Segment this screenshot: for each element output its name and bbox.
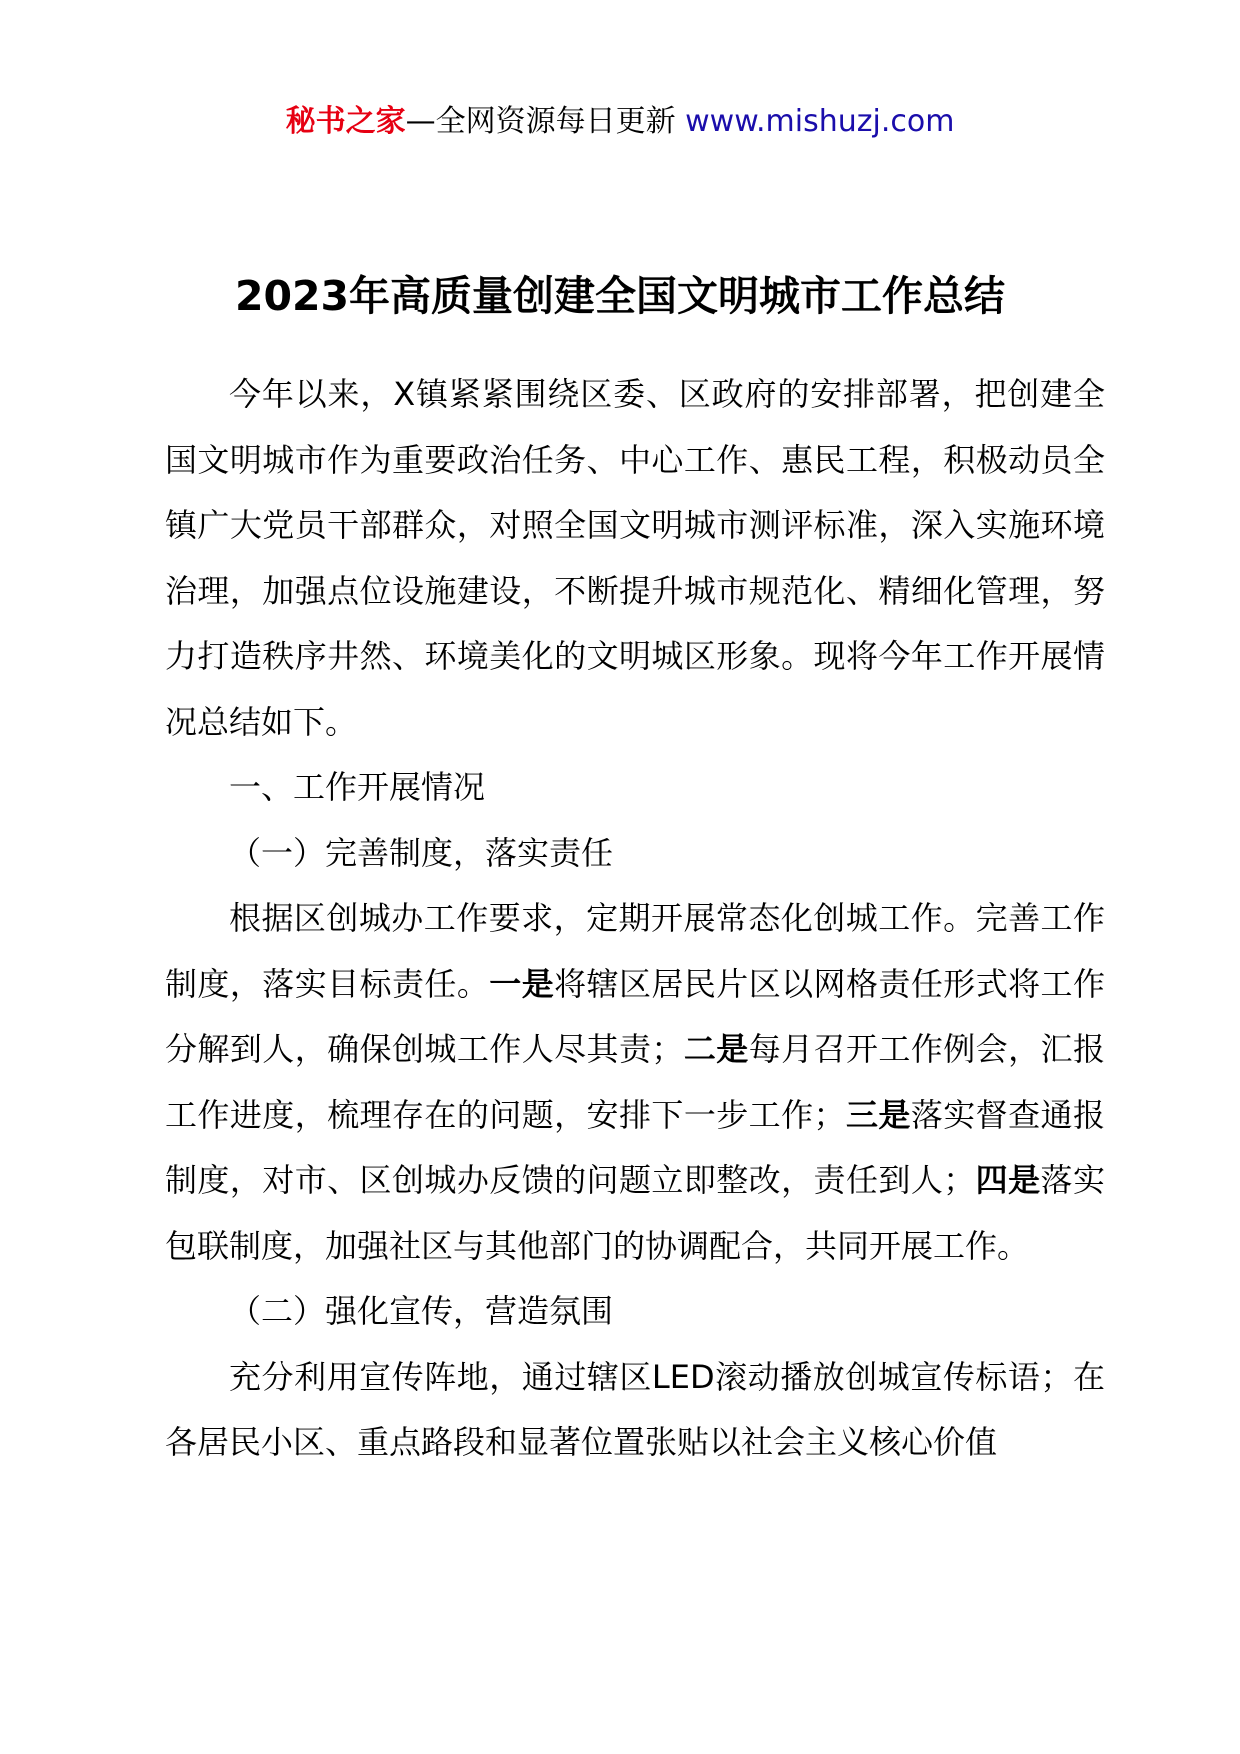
site-url-link[interactable]: www.mishuzj.com — [685, 104, 955, 139]
section-heading: 一、工作开展情况 — [229, 768, 486, 806]
subsection-1-paragraph — [165, 886, 1105, 1279]
paragraph-text-4: 落实包联制度，加强社区与其他部门的协调配合，共同开展工作。 — [165, 1161, 1105, 1265]
document-body — [165, 362, 1105, 1476]
site-brand-name: 秘书之家 — [285, 104, 406, 139]
subsection-heading-1: （一）完善制度，落实责任 — [229, 833, 614, 872]
site-header-banner — [0, 100, 1240, 144]
site-tagline: —全网资源每日更新 — [405, 104, 686, 139]
paragraph-lead-text: 根据区创城办工作要求，定期开展常态化创城工作。完善工作制度，落实目标责任。 — [165, 899, 1105, 1003]
paragraph-text-3: 落实督查通报制度，对市、区创城办反馈的问题立即整改，责任到人； — [165, 1095, 1105, 1199]
emphasis-label-4: 四是 — [975, 1161, 1041, 1199]
emphasis-label-2: 二是 — [683, 1030, 749, 1068]
document-title: 2023年高质量创建全国文明城市工作总结 — [234, 272, 1006, 320]
subsection-2-paragraph: 充分利用宣传阵地，通过辖区LED滚动播放创城宣传标语；在各居民小区、重点路段和显著位置张贴以社会主义核心价值 — [165, 1357, 1105, 1461]
emphasis-label-3: 三是 — [845, 1095, 911, 1134]
intro-paragraph: 今年以来，X镇紧紧围绕区委、区政府的安排部署，把创建全国文明城市作为重要政治任务、中心工作、惠民工程，积极动员全镇广大党员干部群众，对照全国文明城市测评标准，深入实施环境治理，加强点位设施建设，不断提升城市规范化、精细化管理，努力打造秩序井然、环境美化的文明城区形象。现将今年工作开展情况总结如下。 — [165, 375, 1105, 741]
subsection-heading-2: （二）强化宣传，营造氛围 — [229, 1292, 614, 1330]
emphasis-label-1: 一是 — [489, 964, 555, 1003]
paragraph-text-2: 每月召开工作例会，汇报工作进度，梳理存在的问题，安排下一步工作； — [165, 1030, 1105, 1134]
paragraph-text-1: 将辖区居民片区以网格责任形式将工作分解到人，确保创城工作人尽其责； — [165, 964, 1105, 1068]
